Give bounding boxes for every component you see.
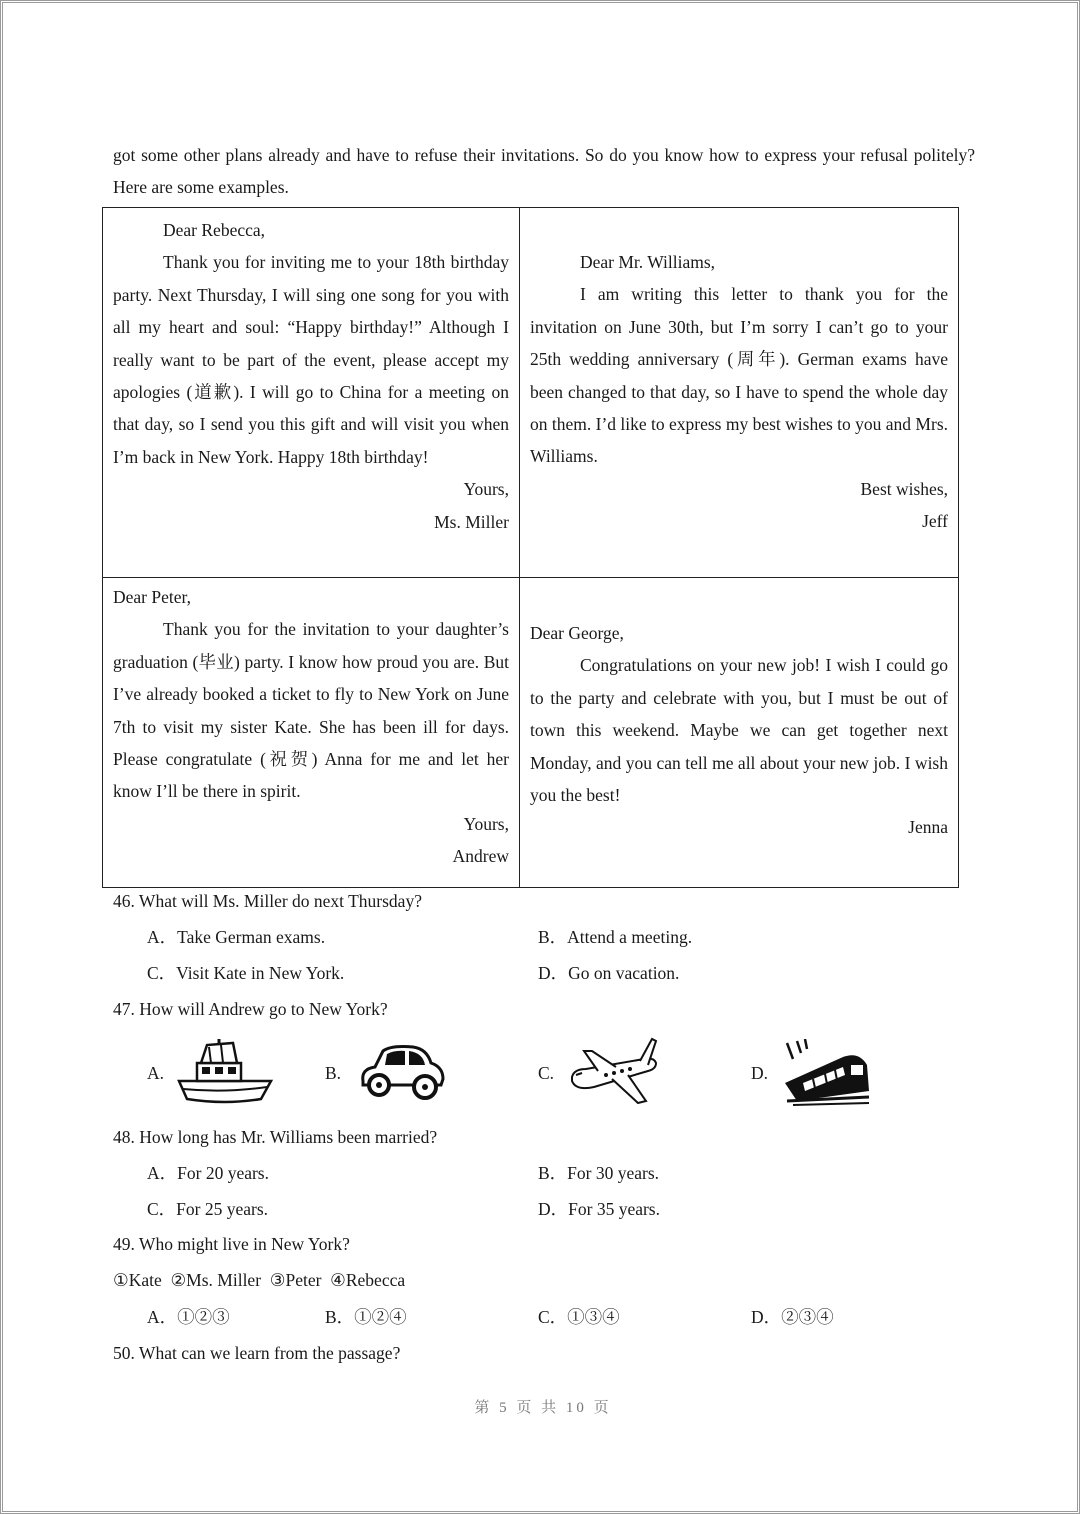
q49-choices: ①Kate ②Ms. Miller ③Peter ④Rebecca <box>113 1270 406 1290</box>
q48-option-b[interactable]: B．For 30 years. <box>538 1163 660 1183</box>
q49-option-b[interactable]: B．①②④ <box>325 1307 407 1327</box>
q48-option-a[interactable]: A．For 20 years. <box>147 1163 269 1183</box>
table-divider-horizontal <box>103 577 958 578</box>
q47-option-b[interactable]: B. <box>325 1063 342 1083</box>
letter-jeff <box>530 246 948 538</box>
letter-body: Thank you for inviting me to your 18th birthday party. Next Thursday, I will sing one song for you with all my heart and soul: “Happy birthday!” Although I really want to be part of the event, please accept my apologies (道歉). I will go to China for a meeting on that day, so I send you this gift and will visit you when I’m back in New York. Happy 18th birthday! <box>113 252 509 467</box>
q49-option-a[interactable]: A．①②③ <box>147 1307 230 1327</box>
letter-closing: Yours, <box>463 479 509 500</box>
q49-option-c[interactable]: C．①③④ <box>538 1307 620 1327</box>
q46-option-d[interactable]: D．Go on vacation. <box>538 963 680 983</box>
q46-option-c[interactable]: C．Visit Kate in New York. <box>147 963 345 983</box>
question-48: 48. How long has Mr. Williams been married? <box>113 1127 438 1147</box>
letter-greeting: Dear George, <box>530 623 624 643</box>
question-47: 47. How will Andrew go to New York? <box>113 999 388 1019</box>
q47-option-a[interactable]: A. <box>147 1063 165 1083</box>
ship-icon <box>175 1037 275 1105</box>
letter-signature: Ms. Miller <box>434 511 509 532</box>
letter-greeting: Dear Peter, <box>113 587 192 607</box>
letter-jenna <box>530 617 948 844</box>
letter-signature: Jenna <box>908 817 948 838</box>
question-46: 46. What will Ms. Miller do next Thursday? <box>113 891 422 911</box>
intro-paragraph: got some other plans already and have to refuse their invitations. So do you know how to express your refusal politely? Here are some examples. <box>113 145 975 197</box>
q46-option-a[interactable]: A．Take German exams. <box>147 927 326 947</box>
letter-body: I am writing this letter to thank you for the invitation on June 30th, but I’m sorry I can’t go to your 25th wedding anniversary (周年). German exams have been changed to that day, so I have to spend the whole day on them. I’d like to express my best wishes to you and Mrs. Williams. <box>530 284 949 467</box>
letter-closing: Best wishes, <box>860 478 948 499</box>
letters-table <box>102 207 959 888</box>
train-icon <box>783 1039 871 1107</box>
letter-signature: Andrew <box>452 846 509 867</box>
letter-greeting: Dear Mr. Williams, <box>580 252 716 272</box>
letter-andrew <box>113 581 509 873</box>
letter-body: Thank you for the invitation to your daughter’s graduation (毕业) party. I know how proud you are. But I’ve already booked a ticket to fly to New York on June 7th to visit my sister Kate. She has been ill for days. Please congratulate (祝贺) Anna for me and let her know I’ll be there in spirit. <box>113 619 509 802</box>
letter-closing: Yours, <box>463 813 509 834</box>
airplane-icon <box>568 1037 660 1107</box>
question-49: 49. Who might live in New York? <box>113 1234 350 1254</box>
q48-option-c[interactable]: C．For 25 years. <box>147 1199 269 1219</box>
letter-greeting: Dear Rebecca, <box>163 220 266 240</box>
q47-option-c[interactable]: C. <box>538 1063 555 1083</box>
q47-option-d[interactable]: D. <box>751 1063 769 1083</box>
letter-signature: Jeff <box>922 511 948 532</box>
table-divider-vertical <box>519 208 520 887</box>
q48-option-d[interactable]: D．For 35 years. <box>538 1199 660 1219</box>
letter-ms-miller <box>113 214 509 538</box>
car-icon <box>357 1043 447 1101</box>
page-footer: 第 5 页 共 10 页 <box>474 1400 612 1416</box>
q46-option-b[interactable]: B．Attend a meeting. <box>538 927 693 947</box>
letter-body: Congratulations on your new job! I wish I could go to the party and celebrate with you, but I must be out of town this weekend. Maybe we can get together next Monday, and you can tell me all about your new job. I wish you the best! <box>530 655 948 806</box>
q49-option-d[interactable]: D．②③④ <box>751 1307 834 1327</box>
question-50: 50. What can we learn from the passage? <box>113 1343 401 1363</box>
